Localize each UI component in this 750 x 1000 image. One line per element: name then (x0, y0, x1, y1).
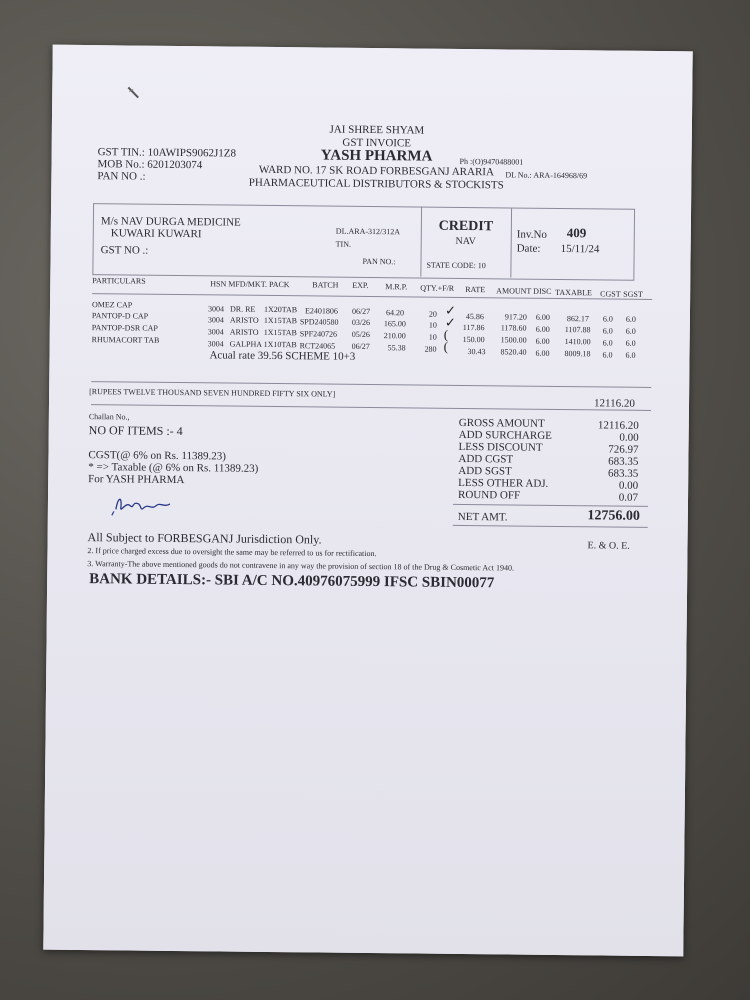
item-pack: 1X15TAB (263, 315, 298, 326)
col-hsn: HSN MFD/MKT. PACK (210, 279, 290, 290)
item-qty: 20 (428, 309, 438, 319)
gst-tin: GST TIN.: 10AWIPS9062J1Z8 (97, 146, 237, 160)
item-rate: 45.86 (465, 312, 484, 322)
item-amount: 1500.00 (500, 335, 527, 345)
for-firm: For YASH PHARMA (88, 473, 185, 487)
item-amount: 917.20 (504, 312, 527, 322)
item-cgst: 6.0 (602, 350, 613, 360)
invoice-date: 15/11/24 (560, 243, 600, 256)
item-exp: 06/27 (351, 341, 370, 352)
item-mfd: ARISTO (229, 327, 259, 337)
no-of-items: NO OF ITEMS :- 4 (88, 423, 183, 439)
item-mrp: 55.38 (387, 343, 406, 353)
rate-note: Acual rate 39.56 SCHEME 10+3 (209, 349, 356, 363)
item-exp: 05/26 (351, 329, 371, 340)
item-exp: 03/26 (351, 317, 371, 328)
total-value: 12116.20 (597, 419, 639, 432)
item-mfd: GALPHA (229, 339, 263, 349)
total-value: 683.35 (608, 455, 639, 468)
item-sgst: 6.0 (625, 338, 636, 348)
check-mark-icon: ( (443, 326, 449, 342)
credit-label: CREDIT (438, 218, 494, 235)
item-disc: 6.00 (535, 336, 550, 346)
party-box (92, 203, 635, 281)
col-exp: EXP. (352, 280, 369, 290)
item-pack: 1X15TAB (263, 327, 297, 338)
item-hsn: 3004 (207, 315, 224, 325)
item-hsn: 3004 (207, 327, 224, 337)
check-mark-icon: ✓ (444, 314, 456, 330)
item-qty: 10 (428, 320, 437, 330)
invoice-no-label: Inv.No (516, 228, 548, 241)
staple-icon (126, 85, 140, 99)
item-rate: 30.43 (467, 347, 486, 357)
item-name: RHUMACORT TAB (91, 335, 160, 345)
col-sgst: SGST (623, 289, 643, 299)
item-name: PANTOP-DSR CAP (91, 323, 158, 333)
party-dl: DL.ARA-312/312A (335, 226, 401, 237)
party-pan: PAN NO.: (362, 256, 396, 267)
col-cgst: CGST (600, 289, 621, 299)
item-batch: E2401806 (304, 306, 338, 316)
item-cgst: 6.0 (602, 338, 613, 348)
item-cgst: 6.0 (602, 314, 613, 324)
item-cgst: 6.0 (602, 326, 613, 336)
item-sgst: 6.0 (625, 314, 636, 324)
item-mrp: 210.00 (383, 331, 406, 341)
item-hsn: 3004 (207, 304, 225, 314)
col-particulars: PARTICULARS (92, 276, 146, 286)
total-label: ADD SURCHARGE (458, 428, 552, 442)
item-rate: 150.00 (462, 334, 485, 345)
item-mfd: ARISTO (229, 315, 259, 325)
total-label: LESS DISCOUNT (458, 440, 543, 454)
item-taxable: 862.17 (566, 314, 589, 324)
jurisdiction: All Subject to FORBESGANJ Jurisdiction Only. (87, 530, 322, 547)
pan-number: PAN NO .: (97, 170, 146, 183)
invoice-paper (43, 45, 692, 957)
item-disc: 6.00 (535, 348, 550, 358)
item-amount: 1178.60 (500, 323, 527, 333)
note-3: 3. Warranty-The above mentioned goods do not contravene in any way the provision of section 18 of the Drug & Cosmetic Act 1940. (87, 559, 515, 573)
cgst-info: CGST(@ 6% on Rs. 11389.23) (88, 449, 226, 463)
credit-sub: NAV (455, 235, 476, 248)
signature-icon (110, 491, 180, 518)
net-amount: 12756.00 (587, 508, 640, 524)
item-name: OMEZ CAP (91, 300, 133, 310)
total-value: 0.00 (618, 479, 639, 492)
item-taxable: 8009.18 (564, 349, 591, 359)
item-disc: 6.00 (535, 312, 550, 322)
party-tin: TIN. (335, 239, 352, 249)
firm-business: PHARMACEUTICAL DISTRIBUTORS & STOCKISTS (248, 176, 504, 192)
party-gst: GST NO .: (100, 244, 149, 257)
item-sgst: 6.0 (625, 350, 636, 360)
phone-number: Ph :(O)9470488001 (459, 156, 524, 167)
item-exp: 06/27 (351, 306, 371, 317)
dl-number: DL No.: ARA-164968/69 (505, 170, 588, 181)
state-code: STATE CODE: 10 (426, 260, 486, 271)
note-2: 2. If price charged excess due to oversight the same may be referred to us for rectification. (87, 546, 377, 559)
blessing: JAI SHREE SHYAM (329, 123, 425, 137)
check-mark-icon: ✓ (444, 302, 456, 318)
item-mfd: DR. RE (229, 304, 256, 314)
item-pack: 1X20TAB (263, 304, 298, 315)
col-rate: RATE (465, 285, 486, 295)
total-label: GROSS AMOUNT (458, 416, 545, 430)
col-qty: QTY.+F/R (420, 283, 455, 293)
col-disc: DISC (533, 286, 552, 296)
item-disc: 6.00 (535, 324, 550, 334)
item-mrp: 165.00 (383, 319, 406, 329)
taxable-info: * => Taxable (@ 6% on Rs. 11389.23) (88, 461, 259, 475)
total-label: ADD CGST (458, 452, 514, 466)
invoice-no: 409 (566, 225, 587, 241)
item-qty: 280 (424, 344, 437, 354)
item-rate: 117.86 (462, 322, 485, 333)
doc-type: GST INVOICE (342, 136, 412, 150)
item-hsn: 3004 (207, 339, 224, 349)
col-mrp: M.R.P. (385, 282, 408, 292)
date-label: Date: (516, 242, 541, 255)
item-batch: RCT24065 (299, 341, 336, 351)
total-label: ROUND OFF (458, 488, 521, 502)
col-amount: AMOUNT (496, 286, 532, 296)
total-value: 726.97 (608, 443, 639, 456)
net-amount-label: NET AMT. (457, 510, 508, 524)
item-qty: 10 (428, 332, 437, 342)
firm-name: YASH PHARMA (320, 147, 433, 165)
amount-in-words: [RUPEES TWELVE THOUSAND SEVEN HUNDRED FIFTY SIX ONLY] (89, 387, 336, 399)
item-batch: SPD240580 (299, 317, 339, 327)
total-value: 0.00 (619, 431, 639, 444)
item-amount: 8520.40 (500, 347, 527, 357)
item-pack: 1X10TAB (263, 339, 297, 350)
item-taxable: 1410.00 (564, 337, 591, 347)
item-name: PANTOP-D CAP (91, 311, 149, 321)
total-value: 0.07 (618, 491, 639, 504)
col-taxable: TAXABLE (555, 287, 592, 298)
challan-no: Challan No., (88, 412, 130, 422)
mobile-number: MOB No.: 6201203074 (97, 158, 203, 172)
party-place: KUWARI KUWARI (110, 227, 202, 241)
item-sgst: 6.0 (625, 326, 636, 336)
item-mrp: 64.20 (385, 308, 405, 318)
total-value: 683.35 (607, 467, 639, 480)
words-total: 12116.20 (593, 397, 635, 410)
item-batch: SPF240726 (299, 329, 338, 339)
col-batch: BATCH (312, 280, 339, 290)
bank-details: BANK DETAILS:- SBI A/C NO.40976075999 IFSC SBIN00077 (89, 571, 495, 592)
item-taxable: 1107.88 (564, 325, 591, 335)
total-label: ADD SGST (458, 464, 512, 478)
check-mark-icon: ( (443, 338, 449, 354)
eoe: E. & O. E. (587, 540, 630, 552)
firm-address: WARD NO. 17 SK ROAD FORBESGANJ ARARIA (258, 163, 495, 179)
party-name: M/s NAV DURGA MEDICINE (100, 215, 241, 229)
total-label: LESS OTHER ADJ. (458, 476, 549, 490)
